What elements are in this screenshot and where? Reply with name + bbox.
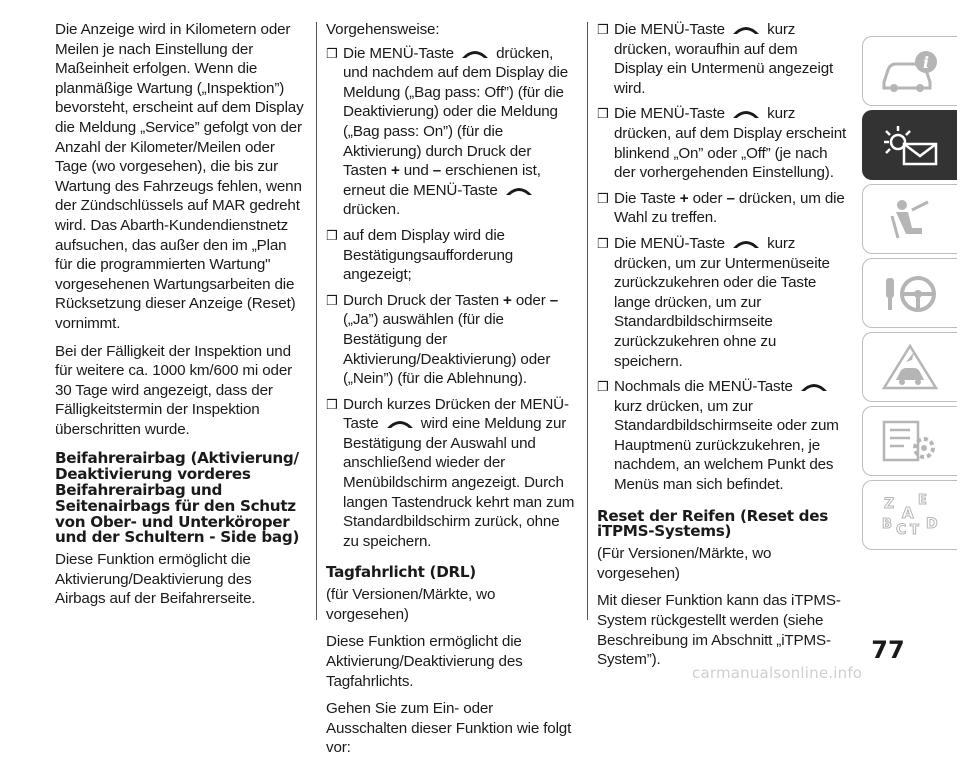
emergency-car-icon [878,344,942,390]
menu-key-icon [460,47,490,59]
tab-car-info[interactable] [862,36,957,106]
paragraph-itpms: Mit dieser Funktion kann das iTPMS-System rückgestellt werden (siehe Beschreibung im Abschnitt „iTPMS-System”). [597,592,841,669]
bullet-box: ❒ [326,45,338,61]
bullet-box: ❒ [597,22,609,37]
list-item: ❒ Die MENÜ-Taste kurz drücken, woraufhin auf dem Display ein Untermenü angezeigt wird. [597,21,834,97]
tab-starting-driving[interactable] [862,258,957,328]
page-number: 77 [871,636,905,664]
column-1 [55,20,305,617]
bullet-box: ❒ [597,190,609,206]
car-info-icon [878,48,942,94]
steering-key-icon [878,270,942,316]
list-item: ❒ Die MENÜ-Taste drücken, und nachdem auf dem Display die Meldung („Bag pass: Off”) (für die Deaktivierung) oder die Meldung („Bag pass: On”) (für die Aktivierung) durch Druck der Tasten + und – erschienen ist, erneut die MENÜ-Taste drücken. [326,44,568,219]
paragraph-inspection-due: Bei der Fälligkeit der Inspektion und für weitere ca. 1000 km/600 mi oder 30 Tage wird angezeigt, dass der Fälligkeitstermin der Inspektion überschritten wurde. [55,342,293,438]
list-item: ❒ Nochmals die MENÜ-Taste kurz drücken, um zur Standardbildschirmseite oder zum Hauptmenü zurückzukehren, je nachdem, an welchem Punkt des Menüs man sich befindet. [597,378,839,494]
paragraph-service-display: Die Anzeige wird in Kilometern oder Meilen je nach Einstellung der Maßeinheit erfolgen. Wenn die planmäßige Wartung („Inspektion”) bevorsteht, erscheint auf dem Display die Meldung „Service” gefolgt von der Anzahl der Kilometer/Meilen oder Tage (wo vorgesehen), die bis zur Wartung des Fahrzeugs fehlen, wenn der Zündschlüssels auf MAR gedreht wird. Das Abarth-Kundendienstnetz aufsuchen, das außer den im „Plan für die programmierten Wartung" vorgesehenen Wartungsarbeiten die Rücksetzung dieser Anzeige (Reset) vornimmt. [55,21,304,332]
index-letter: A [902,504,914,522]
tab-emergency[interactable] [862,332,957,402]
watermark: carmanualsonline.info [692,664,863,682]
tab-alphabetical-index[interactable] [862,480,957,550]
heading-passenger-airbag: Beifahrerairbag (Aktivierung/ Deaktivierung vorderes Beifahrerairbag und Seitenairbags für den Schutz von Ober- und Unterköroper und der Schultern - Side bag) [55,449,300,547]
paragraph-drl-procedure: Gehen Sie zum Ein- oder Ausschalten dieser Funktion wie folgt vor: [326,700,572,757]
menu-key-icon [731,107,761,119]
alphabetical-index-icon [878,492,942,538]
list-item: ❒ Die MENÜ-Taste kurz drücken, auf dem Display erscheint blinkend „On” oder „Off” (je nach der vorhergehenden Einstellung). [597,105,847,182]
bullet-box: ❒ [326,227,338,243]
menu-key-icon [731,237,761,249]
svg-text:i: i [922,53,930,72]
tab-maintenance[interactable] [862,406,957,476]
column-divider [587,22,588,620]
bullet-box: ❒ [597,106,609,122]
tab-warning-lights-messages[interactable] [862,110,957,180]
list-item: ❒ Durch kurzes Drücken der MENÜ-Taste wird eine Meldung zur Bestätigung der Auswahl und anschließend wieder der Menübildschirm angezeigt. Durch langen Tastendruck kehrt man zum Standardbildschirm zurück, ohne zu speichern. [326,395,575,550]
maintenance-icon [878,418,942,464]
airbag-seat-icon [878,196,942,242]
column-2 [326,20,576,766]
subheading-drl-versions: (für Versionen/Märkte, wo vorgesehen) [326,586,496,623]
index-letter: C [896,522,907,538]
index-letter: D [926,516,938,532]
menu-key-icon [504,184,534,196]
index-letter: Z [884,496,895,512]
bullet-box: ❒ [326,396,338,412]
column-3 [597,20,847,678]
index-letter: B [882,517,892,532]
paragraph-airbag-function: Diese Funktion ermöglicht die Aktivierung/Deaktivierung des Airbags auf der Beifahrerseite. [55,551,256,608]
list-item: ❒ auf dem Display wird die Bestätigungsaufforderung angezeigt; [326,226,514,284]
list-item: ❒ Durch Druck der Tasten + oder – („Ja”) auswählen (für die Bestätigung der Aktivierung/Deaktivierung) oder („Nein”) (für die Ablehnung). [326,291,559,388]
menu-key-icon [799,380,829,392]
heading-tire-reset: Reset der Reifen (Reset des iTPMS-Systems) [597,506,828,541]
tab-safety[interactable] [862,184,957,254]
menu-key-icon [731,23,761,35]
index-letter: E [918,493,927,508]
menu-key-icon [385,417,415,429]
list-item: ❒ Die MENÜ-Taste kurz drücken, um zur Untermenüseite zurückzukehren oder die Taste lange drücken, um zur Standardbildschirmseite zurückzukehren ohne zu speichern. [597,234,830,370]
paragraph-drl-function: Diese Funktion ermöglicht die Aktivierung/Deaktivierung des Tagfahrlichts. [326,633,523,690]
procedure-intro: Vorgehensweise: [326,21,440,38]
subheading-tire-versions: (Für Versionen/Märkte, wo vorgesehen) [597,545,772,582]
heading-drl: Tagfahrlicht (DRL) [326,563,476,582]
column-divider [316,22,317,620]
bullet-box: ❒ [326,292,338,308]
bullet-box: ❒ [597,235,609,251]
list-item: ❒ Die Taste + oder – drücken, um die Wahl zu treffen. [597,189,845,227]
bullet-box: ❒ [597,379,609,395]
warning-lights-message-icon [878,122,942,168]
index-letter: T [910,523,919,538]
